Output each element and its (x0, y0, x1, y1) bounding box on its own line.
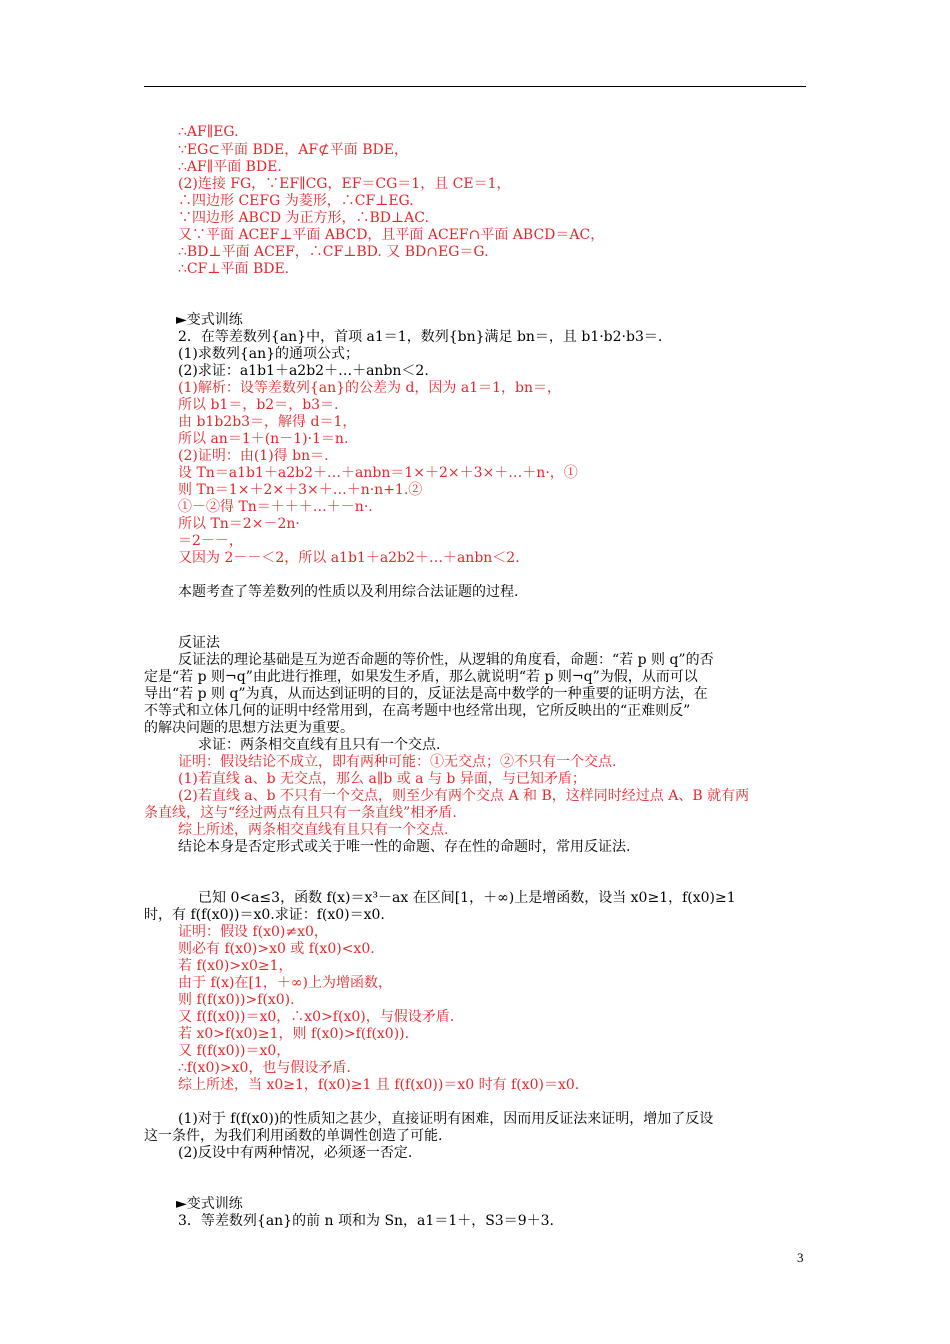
text-line: 的解决问题的思想方法更为重要。 (144, 720, 354, 736)
text-line: (2)求证：a1b1＋a2b2＋…＋anbn＜2. (178, 363, 429, 379)
text-line: 综上所述，当 x0≥1，f(x0)≥1 且 f(f(x0))＝x0 时有 f(x0)＝x0. (178, 1077, 580, 1093)
text-line: ∴BD⊥平面 ACEF，∴CF⊥BD. 又 BD∩EG＝G. (178, 244, 489, 260)
text-line: (2)若直线 a、b 不只有一个交点，则至少有两个交点 A 和 B，这样同时经过点 A、B 就有两 (178, 788, 750, 804)
text-line: ∴四边形 CEFG 为菱形，∴CF⊥EG. (178, 193, 414, 209)
text-line: 不等式和立体几何的证明中经常用到，在高考题中也经常出现，它所反映出的“正难则反” (144, 703, 691, 719)
text-line: 2．在等差数列{an}中，首项 a1＝1，数列{bn}满足 bn＝，且 b1·b2·b3＝. (178, 329, 663, 345)
text-line: 所以 Tn＝2×－2n· (178, 516, 300, 532)
text-line: (1)若直线 a、b 无交点，那么 a∥b 或 a 与 b 异面，与已知矛盾； (178, 771, 586, 787)
text-line: ＝2－－， (178, 533, 243, 549)
text-line: 所以 b1＝，b2＝，b3＝. (178, 397, 339, 413)
text-line: 求证：两条相交直线有且只有一个交点. (198, 737, 441, 753)
text-line: 证明：假设结论不成立，即有两种可能：①无交点；②不只有一个交点. (178, 754, 617, 770)
text-line: ∴AF∥平面 BDE. (178, 159, 282, 175)
text-line: (2)证明：由(1)得 bn＝. (178, 448, 329, 464)
text-line: ∴CF⊥平面 BDE. (178, 261, 290, 277)
text-line: ►变式训练 (176, 312, 243, 328)
text-line: ∴AF∥EG. (178, 124, 239, 140)
page-number: 3 (797, 1250, 804, 1265)
text-line: 若 f(x0)>x0≥1， (178, 958, 293, 974)
text-line: 已知 0<a≤3，函数 f(x)＝x³－ax 在区间[1，＋∞)上是增函数，设当 x0≥1，f(x0)≥1 (198, 890, 736, 906)
text-line: 设 Tn＝a1b1＋a2b2＋…＋anbn＝1×＋2×＋3×＋…＋n·，① (178, 465, 578, 481)
text-line: 又 f(f(x0))＝x0，∴x0>f(x0)，与假设矛盾. (178, 1009, 455, 1025)
text-line: 又∵平面 ACEF⊥平面 ABCD，且平面 ACEF∩平面 ABCD＝AC， (178, 227, 605, 243)
text-line: 又 f(f(x0))＝x0， (178, 1043, 291, 1059)
text-line: 若 x0>f(x0)≥1，则 f(x0)>f(f(x0)). (178, 1026, 410, 1042)
text-line: 这一条件，为我们利用函数的单调性创造了可能. (144, 1128, 443, 1144)
text-line: ①－②得 Tn＝＋＋＋…＋－n·. (178, 499, 373, 515)
text-line: 3．等差数列{an}的前 n 项和为 Sn，a1＝1＋，S3＝9＋3. (178, 1213, 554, 1229)
text-line: 反证法 (178, 635, 220, 651)
text-line: 导出“若 p 则 q”为真，从而达到证明的目的，反证法是高中数学的一种重要的证明方法，在 (144, 686, 708, 702)
text-line: 由于 f(x)在[1，＋∞)上为增函数， (178, 975, 392, 991)
text-line: 反证法的理论基础是互为逆否命题的等价性，从逻辑的角度看，命题：“若 p 则 q”的否 (178, 652, 714, 668)
text-line: ►变式训练 (176, 1196, 243, 1212)
text-line: 条直线，这与“经过两点有且只有一条直线”相矛盾. (144, 805, 457, 821)
text-line: ∴f(x0)>x0，也与假设矛盾. (178, 1060, 351, 1076)
text-line: 由 b1b2b3＝，解得 d＝1， (178, 414, 357, 430)
text-line: (2)连接 FG，∵EF∥CG，EF＝CG＝1，且 CE＝1， (178, 176, 511, 192)
text-line: 时，有 f(f(x0))＝x0.求证：f(x0)＝x0. (144, 907, 385, 923)
text-line: 则 f(f(x0))>f(x0). (178, 992, 295, 1008)
text-line: 综上所述，两条相交直线有且只有一个交点. (178, 822, 449, 838)
header-rule (144, 86, 806, 87)
text-line: (1)对于 f(f(x0))的性质知之甚少，直接证明有困难，因而用反证法来证明，增加了反设 (178, 1111, 714, 1127)
text-line: (1)解析：设等差数列{an}的公差为 d，因为 a1＝1，bn＝， (178, 380, 562, 396)
text-line: 结论本身是否定形式或关于唯一性的命题、存在性的命题时，常用反证法. (178, 839, 631, 855)
text-line: (2)反设中有两种情况，必须逐一否定. (178, 1145, 413, 1161)
text-line: 本题考查了等差数列的性质以及利用综合法证题的过程. (178, 584, 519, 600)
text-line: ∵EG⊂平面 BDE，AF⊄平面 BDE， (178, 142, 408, 158)
text-line: 则 Tn＝1×＋2×＋3×＋…＋n·n+1.② (178, 482, 423, 498)
text-line: 所以 an＝1＋(n－1)·1＝n. (178, 431, 349, 447)
text-line: 证明：假设 f(x0)≠x0， (178, 924, 328, 940)
text-line: 则必有 f(x0)>x0 或 f(x0)<x0. (178, 941, 375, 957)
text-line: (1)求数列{an}的通项公式； (178, 346, 360, 362)
text-line: ∵四边形 ABCD 为正方形，∴BD⊥AC. (178, 210, 429, 226)
text-line: 又因为 2－－＜2，所以 a1b1＋a2b2＋…＋anbn＜2. (178, 550, 520, 566)
text-line: 定是“若 p 则¬q”由此进行推理，如果发生矛盾，那么就说明“若 p 则¬q”为假，从而可以 (144, 669, 698, 685)
